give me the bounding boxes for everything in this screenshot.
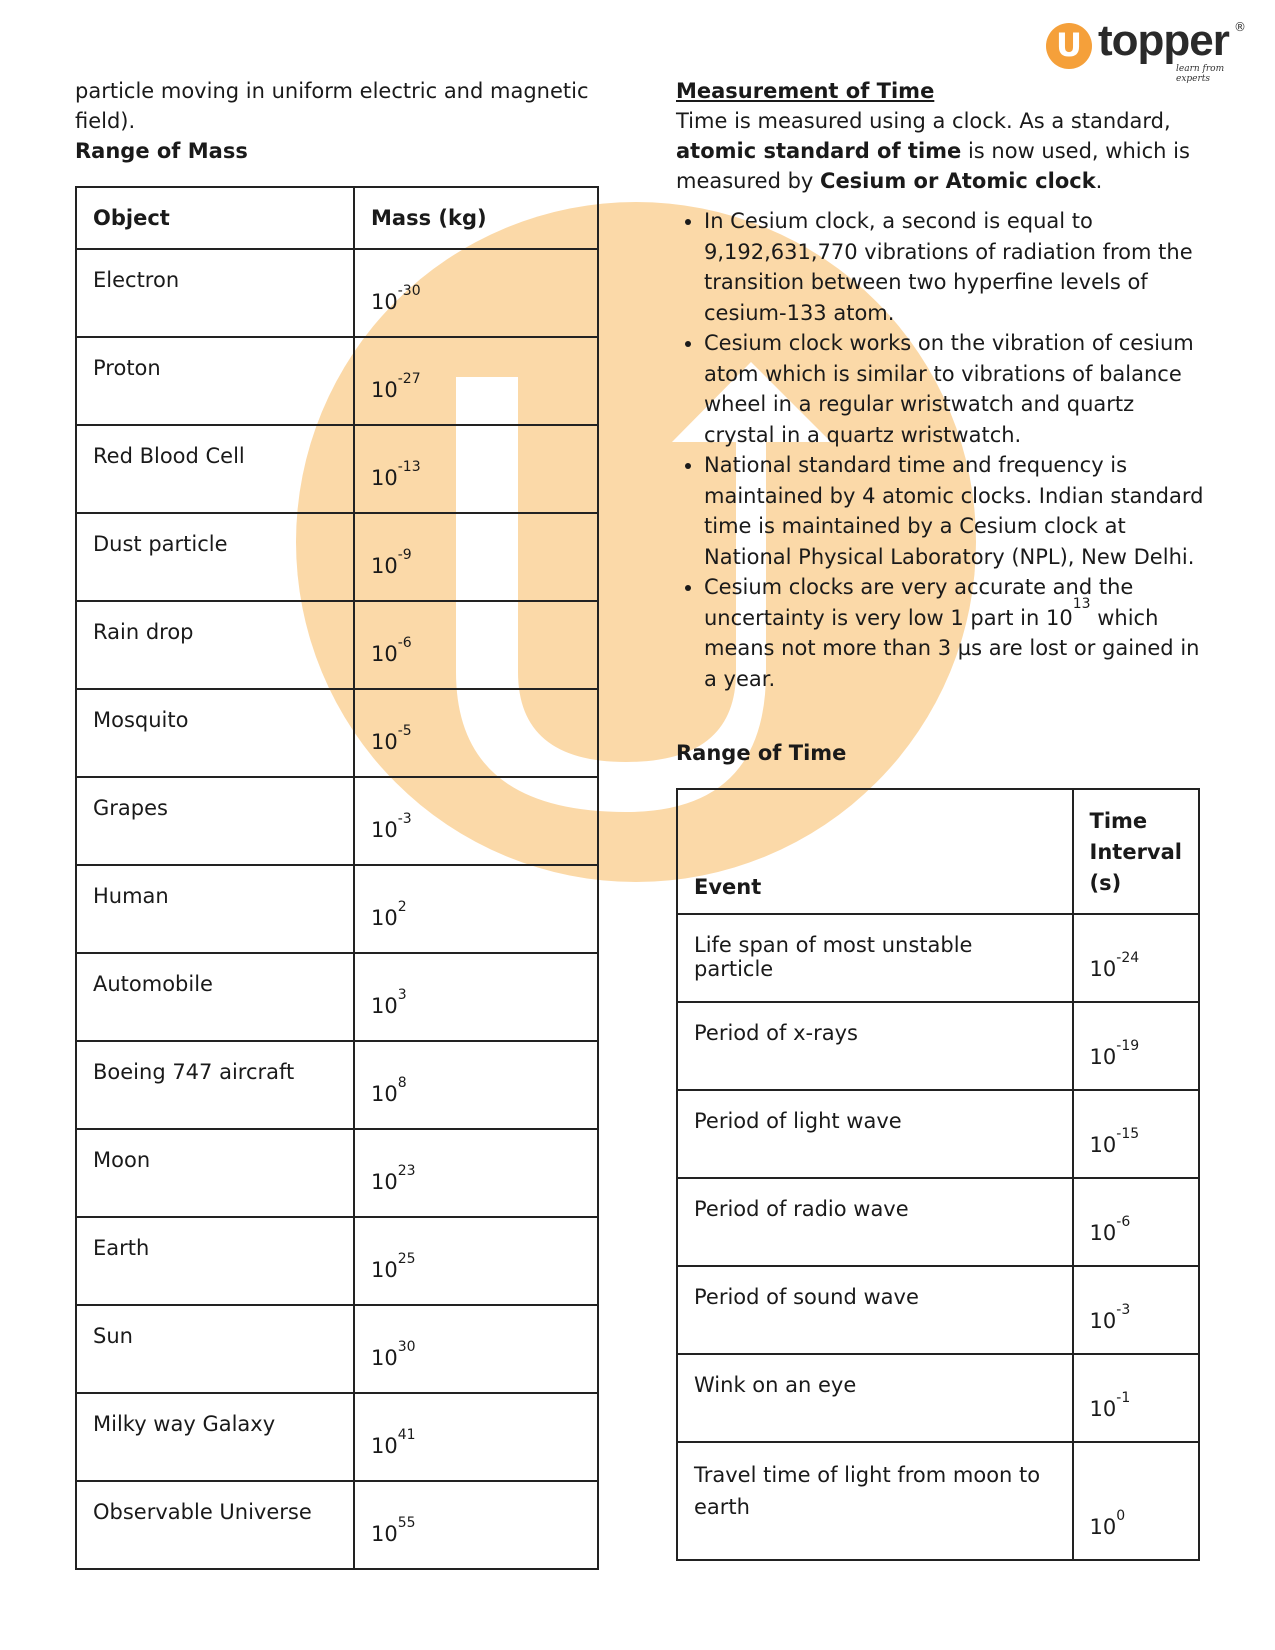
logo-mark-icon: U [1046, 23, 1092, 69]
value-base: 10 [371, 290, 398, 314]
table-row [677, 1090, 1199, 1178]
value-base: 10 [1089, 1221, 1117, 1245]
table-row [76, 953, 598, 1041]
object-cell: Dust particle [76, 513, 354, 601]
value-exponent: -24 [1116, 950, 1140, 966]
value-base: 10 [1089, 1515, 1117, 1539]
value-exponent: 30 [397, 1339, 416, 1355]
value-exponent: 23 [397, 1163, 416, 1179]
intro-text: particle moving in uniform electric and magnetic field). [75, 79, 589, 133]
table-row [76, 601, 598, 689]
left-column [75, 76, 605, 1570]
value-base: 10 [1089, 1045, 1117, 1069]
event-cell: Period of radio wave [677, 1178, 1073, 1266]
mass-cell [354, 1393, 598, 1481]
event-cell: Travel time of light from moon to earth [677, 1442, 1073, 1560]
value-base: 10 [371, 906, 398, 930]
measurement-of-time-heading: Measurement of Time [676, 79, 935, 103]
object-cell: Red Blood Cell [76, 425, 354, 513]
value-exponent: 3 [397, 987, 407, 1003]
object-cell: Grapes [76, 777, 354, 865]
value-exponent: -27 [397, 371, 421, 387]
intro-bold: Cesium or Atomic clock [820, 169, 1096, 193]
value-base: 10 [371, 730, 398, 754]
intro-part: . [1095, 169, 1103, 193]
value-exponent: 41 [397, 1427, 416, 1443]
table-row [76, 1305, 598, 1393]
interval-cell [1073, 1178, 1199, 1266]
table-header-row [76, 187, 598, 249]
time-intro [676, 106, 1206, 196]
mass-cell [354, 865, 598, 953]
header-line: Time [1089, 809, 1148, 833]
value-exponent: -13 [397, 459, 421, 475]
object-cell: Human [76, 865, 354, 953]
value-exponent: 55 [397, 1515, 416, 1531]
value-base: 10 [371, 1346, 398, 1370]
mass-cell [354, 337, 598, 425]
table-row [677, 1442, 1199, 1560]
header-event: Event [677, 789, 1073, 914]
event-cell: Period of x-rays [677, 1002, 1073, 1090]
value-base: 10 [371, 1082, 398, 1106]
bullet-text: which means not more than 3 µs are lost or gained in a year. [704, 605, 1200, 691]
value-base: 10 [371, 466, 398, 490]
list-item: • National standard time and frequency is maintained by 4 atomic clocks. Indian standard time is maintained by a Cesium clock at National Physical Laboratory (NPL), New Delhi. [704, 450, 1206, 572]
table-row [76, 689, 598, 777]
table-row [677, 1354, 1199, 1442]
event-cell: Wink on an eye [677, 1354, 1073, 1442]
value-base: 10 [1089, 957, 1117, 981]
interval-cell [1073, 914, 1199, 1002]
object-cell: Electron [76, 249, 354, 337]
cesium-bullet-list [676, 206, 1206, 694]
object-cell: Milky way Galaxy [76, 1393, 354, 1481]
event-cell: Period of light wave [677, 1090, 1073, 1178]
value-exponent: 0 [1116, 1508, 1126, 1524]
list-item [704, 572, 1206, 694]
value-base: 10 [1089, 1133, 1117, 1157]
interval-cell [1073, 1354, 1199, 1442]
object-cell: Automobile [76, 953, 354, 1041]
value-exponent: -1 [1116, 1390, 1131, 1406]
object-cell: Mosquito [76, 689, 354, 777]
list-item: • In Cesium clock, a second is equal to 9,192,631,770 vibrations of radiation from the transition between two hyperfine levels of cesium-133 atom. [704, 206, 1206, 328]
table-row [677, 1266, 1199, 1354]
interval-cell [1073, 1266, 1199, 1354]
table-row [677, 1002, 1199, 1090]
object-cell: Proton [76, 337, 354, 425]
interval-cell [1073, 1002, 1199, 1090]
value-exponent: 2 [397, 899, 407, 915]
value-base: 10 [371, 994, 398, 1018]
interval-cell [1073, 1442, 1199, 1560]
logo-tagline: learn from experts [1176, 64, 1225, 84]
value-base: 10 [371, 1170, 398, 1194]
exponent: 13 [1072, 595, 1091, 612]
mass-table [75, 186, 599, 1570]
logo-name: topper [1098, 16, 1229, 65]
registered-mark: ® [1234, 20, 1246, 34]
interval-cell [1073, 1090, 1199, 1178]
header-line: Interval [1089, 840, 1182, 864]
value-base: 10 [371, 818, 398, 842]
table-row [76, 249, 598, 337]
table-row [76, 1129, 598, 1217]
object-cell: Moon [76, 1129, 354, 1217]
value-base: 10 [1089, 1397, 1117, 1421]
event-cell: Life span of most unstable particle [677, 914, 1073, 1002]
range-of-mass-heading: Range of Mass [75, 139, 248, 163]
mass-cell [354, 1041, 598, 1129]
table-row [76, 513, 598, 601]
list-item: • Cesium clock works on the vibration of cesium atom which is similar to vibrations of balance wheel in a regular wristwatch and quartz crystal in a quartz wristwatch. [704, 328, 1206, 450]
table-header-row [677, 789, 1199, 914]
table-row [76, 1217, 598, 1305]
value-exponent: -30 [397, 283, 421, 299]
table-row [76, 865, 598, 953]
table-row [76, 337, 598, 425]
table-row [76, 425, 598, 513]
value-base: 10 [371, 1522, 398, 1546]
intro-part: is now used, which is measured by [676, 139, 1190, 193]
object-cell: Sun [76, 1305, 354, 1393]
value-exponent: -15 [1116, 1126, 1140, 1142]
table-row [76, 1041, 598, 1129]
mass-cell [354, 601, 598, 689]
mass-cell [354, 953, 598, 1041]
mass-cell [354, 1481, 598, 1569]
mass-cell [354, 1217, 598, 1305]
object-cell: Rain drop [76, 601, 354, 689]
mass-cell [354, 1129, 598, 1217]
object-cell: Observable Universe [76, 1481, 354, 1569]
object-cell: Boeing 747 aircraft [76, 1041, 354, 1129]
mass-cell [354, 689, 598, 777]
value-exponent: -6 [397, 635, 412, 651]
header-mass: Mass (kg) [354, 187, 598, 249]
value-base: 10 [371, 1434, 398, 1458]
table-row [677, 1178, 1199, 1266]
value-base: 10 [1089, 1309, 1117, 1333]
mass-cell [354, 425, 598, 513]
value-exponent: -6 [1116, 1214, 1131, 1230]
right-column [676, 76, 1206, 1561]
event-cell: Period of sound wave [677, 1266, 1073, 1354]
header-object: Object [76, 187, 354, 249]
value-base: 10 [371, 378, 398, 402]
mass-cell [354, 513, 598, 601]
mass-cell [354, 249, 598, 337]
value-exponent: 8 [397, 1075, 407, 1091]
value-exponent: -9 [397, 547, 412, 563]
value-exponent: -3 [397, 811, 412, 827]
table-row [76, 777, 598, 865]
table-row [76, 1481, 598, 1569]
brand-logo [1046, 16, 1246, 84]
value-exponent: -3 [1116, 1302, 1131, 1318]
value-base: 10 [371, 554, 398, 578]
object-cell: Earth [76, 1217, 354, 1305]
time-table [676, 788, 1200, 1561]
header-time-interval [1073, 789, 1199, 914]
header-line: (s) [1089, 871, 1122, 895]
value-exponent: 25 [397, 1251, 416, 1267]
range-of-time-heading: Range of Time [676, 741, 847, 765]
value-base: 10 [371, 642, 398, 666]
intro-bold: atomic standard of time [676, 139, 962, 163]
intro-part: Time is measured using a clock. As a standard, [676, 109, 1171, 133]
mass-cell [354, 777, 598, 865]
mass-cell [354, 1305, 598, 1393]
bullet-text: Cesium clocks are very accurate and the uncertainty is very low 1 part in 10 [704, 575, 1134, 630]
value-exponent: -19 [1116, 1038, 1140, 1054]
value-base: 10 [371, 1258, 398, 1282]
table-row [677, 914, 1199, 1002]
value-exponent: -5 [397, 723, 412, 739]
table-row [76, 1393, 598, 1481]
